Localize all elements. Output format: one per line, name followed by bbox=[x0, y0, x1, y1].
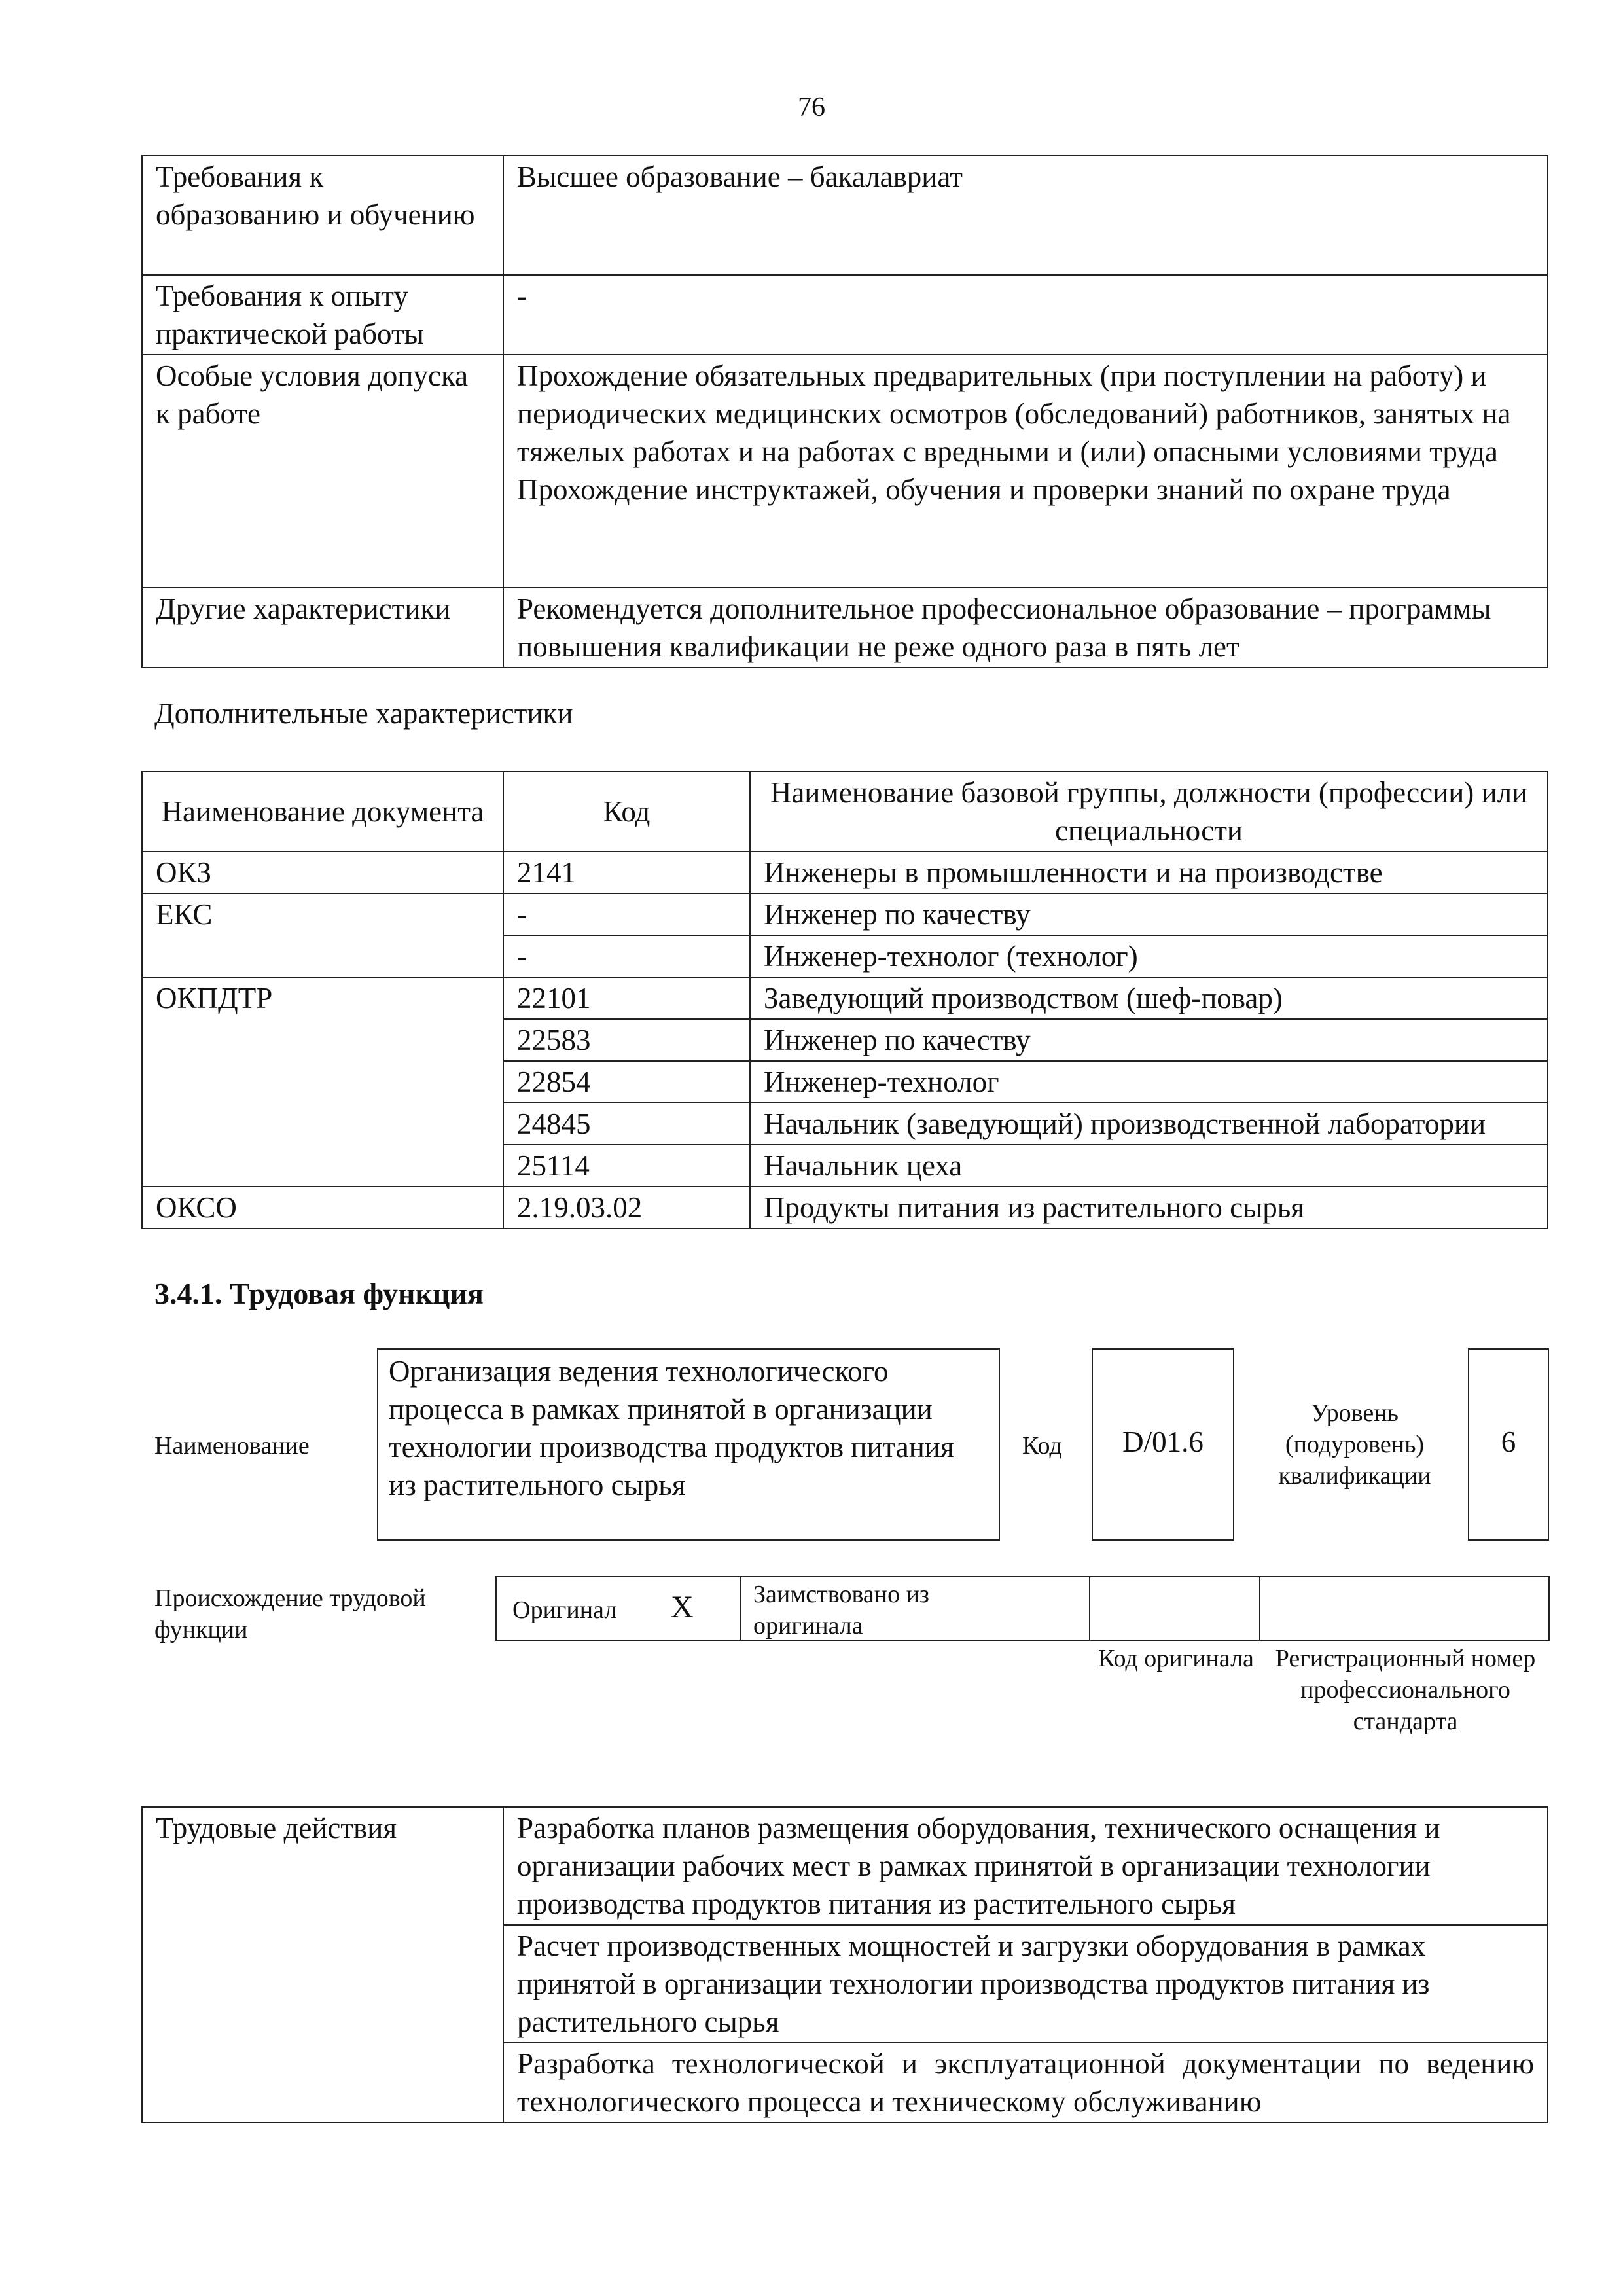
row-key: Требования к опыту практической работы bbox=[142, 275, 503, 355]
code-original-caption: Код оригинала bbox=[1098, 1645, 1254, 1672]
header-code: Код bbox=[503, 772, 750, 852]
cell-code: 22854 bbox=[503, 1061, 750, 1103]
cell-name: Начальник (заведующий) производственной лаборатории bbox=[750, 1103, 1548, 1145]
value-line: Прохождение инструктажей, обучения и проверки знаний по охране труда bbox=[517, 473, 1451, 506]
cell-doc: ОКПДТР bbox=[142, 977, 503, 1187]
header-row bbox=[142, 772, 1548, 852]
action-item: Расчет производственных мощностей и загрузки оборудования в рамках принятой в организации технологии производства продуктов питания из растительного сырья bbox=[503, 1925, 1548, 2043]
cell-code: - bbox=[503, 935, 750, 977]
name-label: Наименование bbox=[154, 1432, 310, 1460]
origin-label: Происхождение трудовой функции bbox=[154, 1585, 426, 1643]
table-row bbox=[142, 275, 1548, 355]
row-key: Требования к образованию и обучению bbox=[142, 156, 503, 275]
table-row bbox=[142, 355, 1548, 588]
actions-label: Трудовые действия bbox=[142, 1807, 503, 2123]
level-label: Уровень (подуровень) квалификации bbox=[1278, 1399, 1431, 1490]
value-line: Прохождение обязательных предварительных (при поступлении на работу) и периодических медицинских осмотров (обследований) работников, занятых на тяжелых работах и на работах с вредными и (или) опасными условиями труда bbox=[517, 359, 1511, 468]
row-key: Другие характеристики bbox=[142, 588, 503, 668]
cell-name: Инженер по качеству bbox=[750, 1019, 1548, 1061]
row-key: Особые условия допуска к работе bbox=[142, 355, 503, 588]
requirements-table bbox=[141, 155, 1548, 668]
cell-doc: ОКЗ bbox=[142, 852, 503, 893]
code-value: D/01.6 bbox=[1122, 1426, 1204, 1458]
function-heading: 3.4.1. Трудовая функция bbox=[154, 1277, 484, 1310]
table-row bbox=[142, 1187, 1548, 1229]
cell-code: 2.19.03.02 bbox=[503, 1187, 750, 1229]
page-number: 76 bbox=[798, 92, 825, 122]
borrowed-label: Заимствовано из оригинала bbox=[753, 1581, 929, 1640]
action-item: Разработка планов размещения оборудования, технического оснащения и организации рабочих мест в рамках принятой в организации технологии производства продуктов питания из растительного сырья bbox=[503, 1807, 1548, 1925]
cell-name: Инженеры в промышленности и на производстве bbox=[750, 852, 1548, 893]
row-value bbox=[503, 355, 1548, 588]
header-doc: Наименование документа bbox=[142, 772, 503, 852]
name-box bbox=[377, 1348, 1000, 1541]
cell-name: Инженер-технолог bbox=[750, 1061, 1548, 1103]
cell-name: Продукты питания из растительного сырья bbox=[750, 1187, 1548, 1229]
action-item: Разработка технологической и эксплуатационной документации по ведению технологического процесса и техническому обслуживанию bbox=[503, 2043, 1548, 2123]
additional-table bbox=[141, 771, 1548, 1229]
row-value: Рекомендуется дополнительное профессиональное образование – программы повышения квалификации не реже одного раза в пять лет bbox=[503, 588, 1548, 668]
code-box bbox=[1092, 1348, 1234, 1541]
table-row bbox=[142, 156, 1548, 275]
reg-number-caption: Регистрационный номер профессионального стандарта bbox=[1275, 1645, 1536, 1735]
actions-table bbox=[141, 1806, 1548, 2123]
divider bbox=[1089, 1577, 1090, 1640]
header-name: Наименование базовой группы, должности (профессии) или специальности bbox=[750, 772, 1548, 852]
row-value: Высшее образование – бакалавриат bbox=[503, 156, 1548, 275]
divider bbox=[1259, 1577, 1260, 1640]
cell-doc: ЕКС bbox=[142, 893, 503, 977]
cell-name: Инженер-технолог (технолог) bbox=[750, 935, 1548, 977]
name-value: Организация ведения технологического процесса в рамках принятой в организации технологии производства продуктов питания из растительного сырья bbox=[389, 1355, 954, 1501]
code-label: Код bbox=[1022, 1432, 1062, 1460]
table-row bbox=[142, 588, 1548, 668]
table-row bbox=[142, 977, 1548, 1019]
original-label: Оригинал bbox=[512, 1596, 617, 1624]
cell-name: Инженер по качеству bbox=[750, 893, 1548, 935]
cell-code: 2141 bbox=[503, 852, 750, 893]
divider bbox=[740, 1577, 741, 1640]
cell-code: 22583 bbox=[503, 1019, 750, 1061]
cell-code: 24845 bbox=[503, 1103, 750, 1145]
table-row bbox=[142, 893, 1548, 935]
cell-name: Начальник цеха bbox=[750, 1145, 1548, 1187]
level-box bbox=[1468, 1348, 1549, 1541]
original-mark: X bbox=[671, 1590, 694, 1624]
cell-code: 22101 bbox=[503, 977, 750, 1019]
cell-code: 25114 bbox=[503, 1145, 750, 1187]
row-value: - bbox=[503, 275, 1548, 355]
additional-title: Дополнительные характеристики bbox=[154, 697, 573, 730]
origin-box bbox=[495, 1576, 1550, 1641]
level-value: 6 bbox=[1501, 1426, 1516, 1458]
cell-doc: ОКСО bbox=[142, 1187, 503, 1229]
table-row bbox=[142, 852, 1548, 893]
cell-code: - bbox=[503, 893, 750, 935]
cell-name: Заведующий производством (шеф-повар) bbox=[750, 977, 1548, 1019]
table-row bbox=[142, 1807, 1548, 1925]
